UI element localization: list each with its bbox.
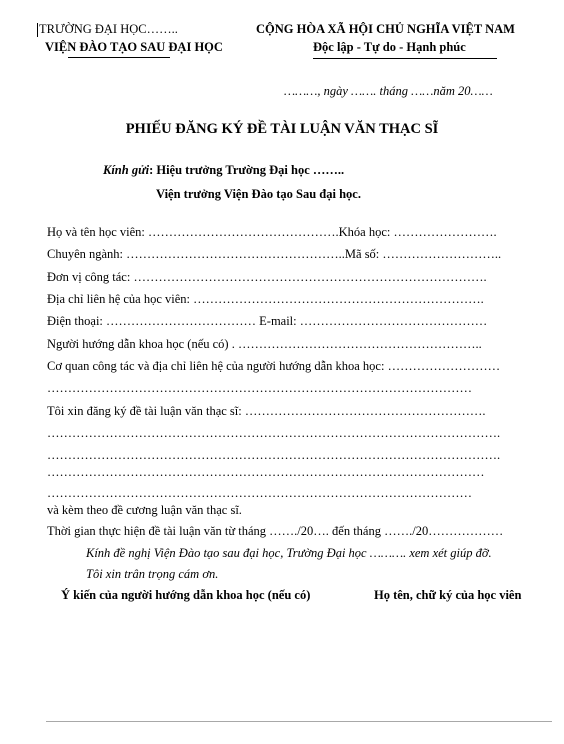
field-advisor-address-continued[interactable]: ………………………………………………………………………………………… — [47, 381, 472, 395]
field-thesis-topic[interactable]: Tôi xin đăng ký đề tài luận văn thạc sĩ: …………………………………………………. — [47, 404, 486, 418]
form-title: PHIẾU ĐĂNG KÝ ĐỀ TÀI LUẬN VĂN THẠC SĨ — [125, 121, 439, 137]
institute-underline — [68, 57, 170, 58]
field-phone-email[interactable]: Điện thoại: ……………………………… E-mail: ……………………………………… — [47, 314, 488, 328]
text-cursor — [37, 23, 38, 37]
field-student-address[interactable]: Địa chỉ liên hệ của học viên: ……………………………………………………………. — [47, 292, 484, 306]
recipient-line-2: Viện trưởng Viện Đào tạo Sau đại học. — [156, 187, 361, 201]
recipient-rector: : Hiệu trưởng Trường Đại học …….. — [149, 163, 345, 177]
field-thesis-topic-line-5[interactable]: ………………………………………………………………………………………… — [47, 486, 472, 500]
field-duration[interactable]: Thời gian thực hiện đề tài luận văn từ tháng ……./20…. đến tháng ……./20……………… — [47, 524, 504, 538]
institute-name: VIỆN ĐÀO TẠO SAU ĐẠI HỌC — [45, 40, 223, 54]
request-line: Kính đề nghị Viện Đào tạo sau đại học, Trường Đại học ………. xem xét giúp đỡ. — [86, 546, 492, 560]
page-bottom-rule — [46, 721, 552, 722]
university-name: TRƯỜNG ĐẠI HỌC…….. — [39, 22, 178, 36]
field-thesis-topic-line-2[interactable]: ………………………………………………………………………………………………. — [47, 426, 501, 440]
recipient-line-1 — [103, 163, 344, 178]
recipient-prefix: Kính gửi — [103, 163, 150, 177]
field-major[interactable]: Chuyên ngành: ……………………………………………..Mã số: ……………………….. — [47, 247, 502, 261]
field-thesis-topic-line-3[interactable]: ………………………………………………………………………………………………. — [47, 448, 501, 462]
field-thesis-topic-line-4[interactable]: …………………………………………………………………………………………… — [47, 465, 485, 479]
student-signature-label: Họ tên, chữ ký của học viên — [374, 588, 522, 602]
thanks-line: Tôi xin trân trọng cám ơn. — [86, 567, 219, 581]
field-advisor[interactable]: Người hướng dẫn khoa học (nếu có) . ………………………………………………….. — [47, 337, 482, 351]
country-name: CỘNG HÒA XÃ HỘI CHỦ NGHĨA VIỆT NAM — [256, 22, 515, 36]
field-advisor-address[interactable]: Cơ quan công tác và địa chỉ liên hệ của người hướng dẫn khoa học: ……………………… — [47, 359, 501, 373]
advisor-signature-label: Ý kiến của người hướng dẫn khoa học (nếu có) — [61, 588, 311, 602]
field-workplace[interactable]: Đơn vị công tác: …………………………………………………………………………. — [47, 270, 487, 284]
field-student-name[interactable]: Họ và tên học viên: ……………………………………….Khóa học: ……………………. — [47, 225, 497, 239]
country-motto: Độc lập - Tự do - Hạnh phúc — [313, 40, 466, 54]
date-line: ………, ngày ……. tháng ……năm 20…… — [284, 84, 493, 98]
motto-underline — [313, 58, 497, 59]
outline-attached-note: và kèm theo đề cương luận văn thạc sĩ. — [47, 503, 242, 517]
